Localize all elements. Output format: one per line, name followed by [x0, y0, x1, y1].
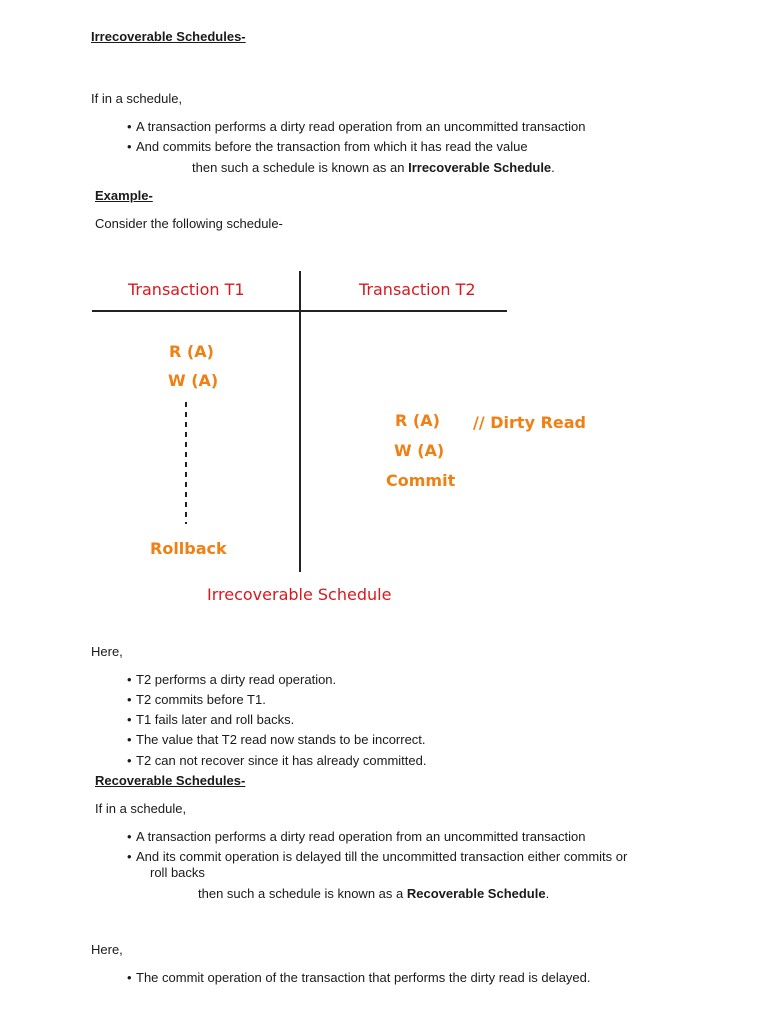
list-item-continuation: roll backs [150, 865, 205, 880]
diagram-caption: Irrecoverable Schedule [207, 585, 392, 604]
t2-header: Transaction T2 [359, 280, 476, 299]
t2-commit: Commit [386, 471, 456, 490]
bullet-icon: • [127, 119, 132, 134]
t1-header: Transaction T1 [128, 280, 245, 299]
here-intro-2: Here, [91, 942, 123, 957]
irrecoverable-intro: If in a schedule, [91, 91, 183, 106]
bullet-icon: • [127, 139, 132, 154]
t2-op-write: W (A) [394, 441, 445, 460]
recoverable-intro: If in a schedule, [95, 801, 187, 816]
recoverable-term: Recoverable Schedule [406, 886, 546, 901]
t1-rollback: Rollback [150, 539, 227, 558]
here-intro: Here, [91, 644, 123, 659]
recoverable-heading: Recoverable Schedules- [95, 773, 246, 788]
bullet-icon: • [127, 849, 132, 864]
bullet-icon: • [127, 970, 132, 985]
example-intro: Consider the following schedule- [95, 216, 283, 231]
bullet-icon: • [127, 712, 132, 727]
irrecoverable-term: Irrecoverable Schedule [408, 160, 552, 175]
bullet-icon: • [127, 753, 132, 768]
t2-op-read: R (A) [395, 411, 440, 430]
recoverable-conclusion: then such a schedule is known as a Recoverable Schedule. [198, 886, 550, 901]
irrecoverable-heading: Irrecoverable Schedules- [91, 29, 246, 44]
irrecoverable-conclusion: then such a schedule is known as an Irrecoverable Schedule. [192, 160, 555, 175]
bullet-icon: • [127, 829, 132, 844]
bullet-icon: • [127, 732, 132, 747]
bullet-icon: • [127, 672, 132, 687]
t1-op-write: W (A) [168, 371, 219, 390]
dirty-read-comment: // Dirty Read [473, 413, 586, 432]
bullet-icon: • [127, 692, 132, 707]
t1-op-read: R (A) [169, 342, 214, 361]
example-heading: Example- [95, 188, 153, 203]
